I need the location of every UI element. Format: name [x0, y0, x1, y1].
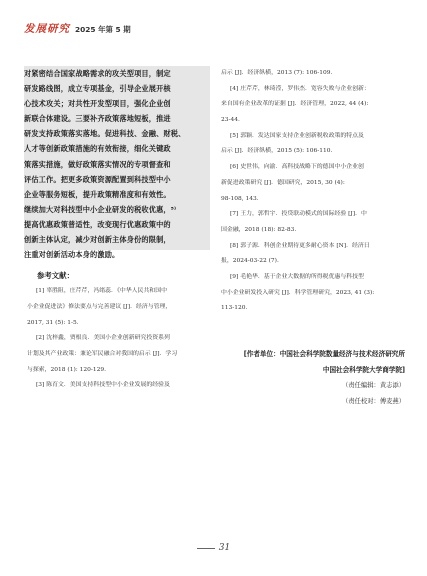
responsible-editor: （责任编辑：黄志添）	[342, 382, 405, 390]
reference-line: 小企业促进法》修法要点与完善建议 [J]．经济与管理，	[27, 303, 172, 310]
reference-item	[218, 82, 404, 129]
reference-item	[218, 207, 404, 238]
footer-rule	[197, 548, 215, 549]
left-column	[24, 66, 208, 394]
reference-line: 与探索，2018 (1): 120-129.	[27, 366, 106, 373]
references-heading: 参考文献：	[37, 271, 74, 281]
reference-line: 98-108, 143.	[221, 195, 259, 202]
reference-line: [3] 陈育文．美国支持科技型中小企业发展的经验及	[36, 382, 170, 389]
reference-line: 23-44.	[221, 117, 240, 124]
reference-line: 国金融，2018 (18): 82-83.	[221, 226, 297, 233]
body-line: 企业等服务短板，提升政策精准度和有效性。	[24, 189, 171, 199]
reference-line: [5] 郭颖．发达国家支持企业创新税收政策的特点及	[230, 132, 364, 139]
body-line: 策落实措施，做好政策落实情况的专项督查和	[24, 159, 171, 169]
reference-line: [4] 庄芹芹，林琦滢，罗伟杰．宽容失败与企业创新：	[230, 85, 370, 92]
author-affiliation: 中国社会科学院大学商学院]	[322, 365, 405, 374]
body-line: 继续加大对科技型中小企业研发的税收优惠，⁵⁾	[24, 204, 177, 214]
reference-line: [8] 郭子源．科创企业期待更多耐心资本 [N]．经济日	[230, 242, 370, 249]
body-text	[24, 66, 208, 262]
reference-item	[24, 378, 208, 394]
reference-line: 2017, 31 (5): 1-5.	[27, 319, 79, 326]
reference-item	[218, 160, 404, 207]
author-info	[210, 347, 405, 409]
page-header	[24, 21, 131, 35]
reference-list-left	[24, 284, 208, 394]
reference-line: 计划及其产业政策：兼论军民融合对我国的启示 [J]．学习	[27, 350, 178, 357]
reference-line: 新促进政策研究 [J]．德国研究，2015, 30 (4):	[221, 179, 345, 186]
reference-line: 报，2024-03-22 (7).	[221, 258, 279, 265]
body-line: 新联合体建设。三要补齐政策落地短板，推进	[24, 114, 171, 124]
page-footer	[0, 541, 427, 555]
reference-line: [1] 辜胜阻，庄芹芹，冯绪蕊．《中华人民共和国中	[36, 288, 167, 295]
author-affiliation: [作者单位：中国社会科学院数量经济与技术经济研究所	[243, 350, 405, 358]
issue-number: 2025 年第 5 期	[75, 25, 131, 34]
body-line: 研发支持政策落实落地。促进科技、金融、财税、	[24, 129, 186, 139]
reference-line: [7] 王力，郭哲宇．投贷联动模式的国际经验 [J]．中	[230, 211, 367, 218]
body-line: 研发路线图，成立专项基金，引导企业展开核	[24, 84, 171, 94]
reference-line: 启示 [J]．经济纵横，2015 (5): 106-110.	[221, 148, 333, 155]
body-line: 心技术攻关；对共性开发型项目，强化企业创	[24, 99, 171, 109]
body-line: 对紧密结合国家战略需求的攻关型项目，制定	[24, 69, 171, 78]
body-line: 创新主体认定，减少对创新主体身份的限制，	[24, 235, 171, 245]
body-line: 人才等创新政策措施的有效衔接，细化关键政	[24, 144, 171, 154]
body-line: 评估工作。把更多政策资源配置到科技型中小	[24, 174, 171, 184]
reference-line: [6] 史世伟，向渝．高科技战略下的德国中小企业创	[230, 164, 364, 171]
reference-item	[218, 129, 404, 160]
reference-item	[24, 284, 208, 331]
reference-line: 113-120.	[221, 305, 248, 312]
journal-name: 发展研究	[24, 23, 70, 35]
reference-line: [2] 沈梓鑫，贾根良．美国小企业创新研究投资系列	[36, 335, 170, 342]
reference-line: 中小企业研发投入研究 [J]．科学管理研究，2023, 41 (3):	[221, 289, 375, 296]
reference-item	[218, 66, 404, 82]
body-line: 注重对创新活动本身的激励。	[24, 250, 120, 260]
right-column	[218, 66, 404, 317]
reference-line: 启示 [J]．经济纵横，2013 (7): 106-109.	[221, 70, 333, 76]
body-line: 提高优惠政策普适性，改变现行优惠政策中的	[24, 219, 171, 229]
responsible-proofreader: （责任校对：傅麦燕）	[342, 397, 405, 405]
reference-item	[218, 239, 404, 270]
reference-line: [9] 毛艳华．基于企业大数据的所得税优惠与科技型	[230, 273, 364, 280]
reference-line: 来自国有企业改革的证据 [J]．经济管理，2022, 44 (4):	[221, 101, 369, 108]
page-number: 31	[218, 543, 231, 553]
reference-item	[24, 331, 208, 378]
reference-item	[218, 270, 404, 317]
